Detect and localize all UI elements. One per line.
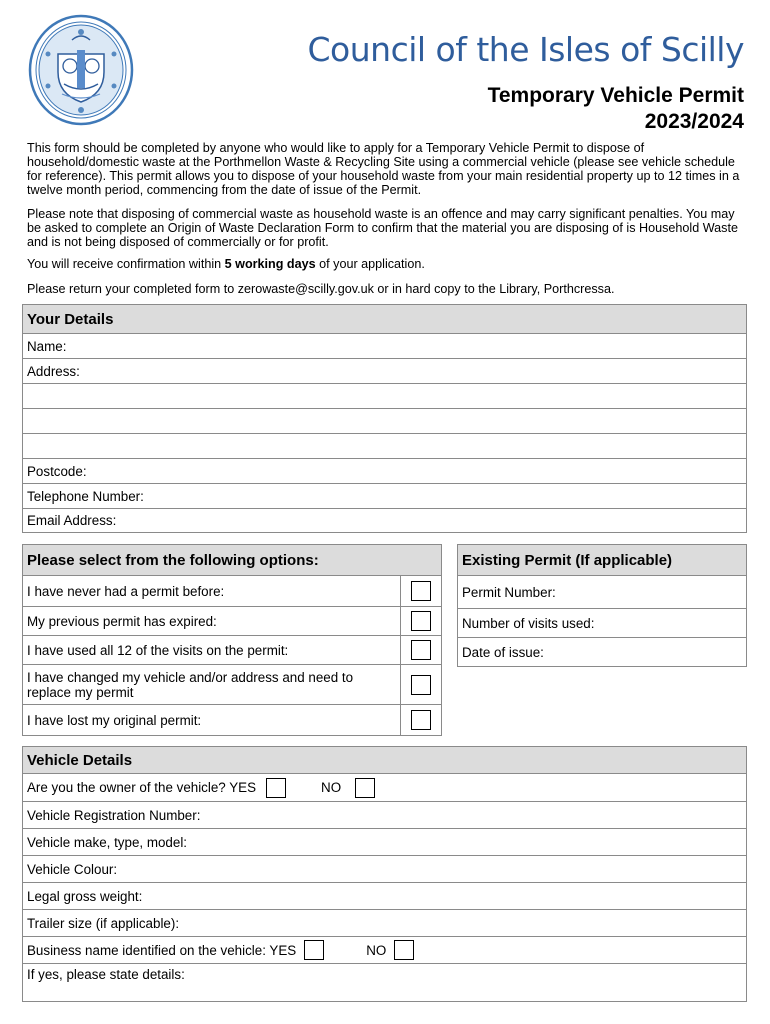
option-changed-vehicle xyxy=(23,665,441,705)
option-permit-expired xyxy=(23,607,441,636)
option-changed-vehicle-checkbox[interactable] xyxy=(411,675,431,695)
option-label: My previous permit has expired: xyxy=(27,613,217,629)
permit-number-field[interactable]: Permit Number: xyxy=(458,576,746,609)
intro-paragraph-4: Please return your completed form to zerowaste@scilly.gov.uk or in hard copy to the Library, Porthcressa. xyxy=(27,282,615,296)
intro-paragraph-1: This form should be completed by anyone who would like to apply for a Temporary Vehicle Permit to dispose of household/domestic waste at the Porthmellon Waste & Recycling Site using a commercial vehicle (please see vehicle schedule for reference). This permit allows you to dispose of your household waste from your main residential property up to 12 times in a twelve month period, commencing from the date of issue of the Permit. xyxy=(27,141,740,197)
business-question-row xyxy=(23,937,746,964)
postcode-field[interactable]: Postcode: xyxy=(23,459,746,484)
intro-paragraph-3 xyxy=(27,257,745,271)
name-field[interactable]: Name: xyxy=(23,334,746,359)
your-details-section xyxy=(22,304,747,533)
confirmation-text: You will receive confirmation within xyxy=(27,257,225,271)
working-days-emphasis: 5 working days xyxy=(224,257,316,271)
option-label: I have never had a permit before: xyxy=(27,583,225,599)
option-used-all-visits-checkbox[interactable] xyxy=(411,640,431,660)
visits-used-field[interactable]: Number of visits used: xyxy=(458,609,746,638)
option-label: I have lost my original permit: xyxy=(27,712,202,728)
business-yes-checkbox[interactable] xyxy=(304,940,324,960)
options-heading: Please select from the following options: xyxy=(23,545,441,576)
intro-paragraph-2: Please note that disposing of commercial waste as household waste is an offence and may carry significant penalties. You may be asked to complete an Origin of Waste Declaration Form to confirm that the material you are disposing of is Household Waste and is not being disposed of commercially or for profit. xyxy=(27,207,738,249)
vehicle-details-section xyxy=(22,746,747,1002)
address-line-3[interactable] xyxy=(23,409,746,434)
business-no-checkbox[interactable] xyxy=(394,940,414,960)
options-section xyxy=(22,544,442,736)
option-label: I have used all 12 of the visits on the permit: xyxy=(27,642,289,658)
owner-question-row xyxy=(23,774,746,802)
weight-field[interactable]: Legal gross weight: xyxy=(23,883,746,910)
form-year: 2023/2024 xyxy=(644,110,744,133)
council-seal-icon xyxy=(28,14,134,126)
option-lost-permit xyxy=(23,705,441,735)
owner-no-label: NO xyxy=(321,780,342,795)
option-never-had-permit xyxy=(23,576,441,607)
address-line-4[interactable] xyxy=(23,434,746,459)
option-permit-expired-checkbox[interactable] xyxy=(411,611,431,631)
make-field[interactable]: Vehicle make, type, model: xyxy=(23,829,746,856)
date-of-issue-field[interactable]: Date of issue: xyxy=(462,644,544,660)
owner-question: Are you the owner of the vehicle? YES xyxy=(27,780,257,795)
owner-yes-checkbox[interactable] xyxy=(266,778,286,798)
confirmation-text-end: of your application. xyxy=(315,257,425,271)
existing-permit-heading: Existing Permit (If applicable) xyxy=(458,545,746,576)
form-title: Temporary Vehicle Permit xyxy=(487,84,744,107)
address-field[interactable]: Address: xyxy=(23,359,746,384)
telephone-field[interactable]: Telephone Number: xyxy=(23,484,746,509)
council-name: Council of the Isles of Scilly xyxy=(307,30,744,69)
business-details-field[interactable]: If yes, please state details: xyxy=(27,967,185,982)
your-details-heading: Your Details xyxy=(23,305,746,334)
existing-permit-section xyxy=(457,544,747,667)
business-no-label: NO xyxy=(366,942,387,958)
option-used-all-visits xyxy=(23,636,441,665)
owner-no-checkbox[interactable] xyxy=(355,778,375,798)
business-question: Business name identified on the vehicle: YES xyxy=(27,942,297,958)
email-field[interactable]: Email Address: xyxy=(27,513,117,528)
registration-field[interactable]: Vehicle Registration Number: xyxy=(23,802,746,829)
option-never-had-permit-checkbox[interactable] xyxy=(411,581,431,601)
colour-field[interactable]: Vehicle Colour: xyxy=(23,856,746,883)
trailer-field[interactable]: Trailer size (if applicable): xyxy=(23,910,746,937)
option-lost-permit-checkbox[interactable] xyxy=(411,710,431,730)
vehicle-details-heading: Vehicle Details xyxy=(23,747,746,774)
option-label: I have changed my vehicle and/or address and need to replace my permit xyxy=(27,669,354,700)
address-line-2[interactable] xyxy=(23,384,746,409)
